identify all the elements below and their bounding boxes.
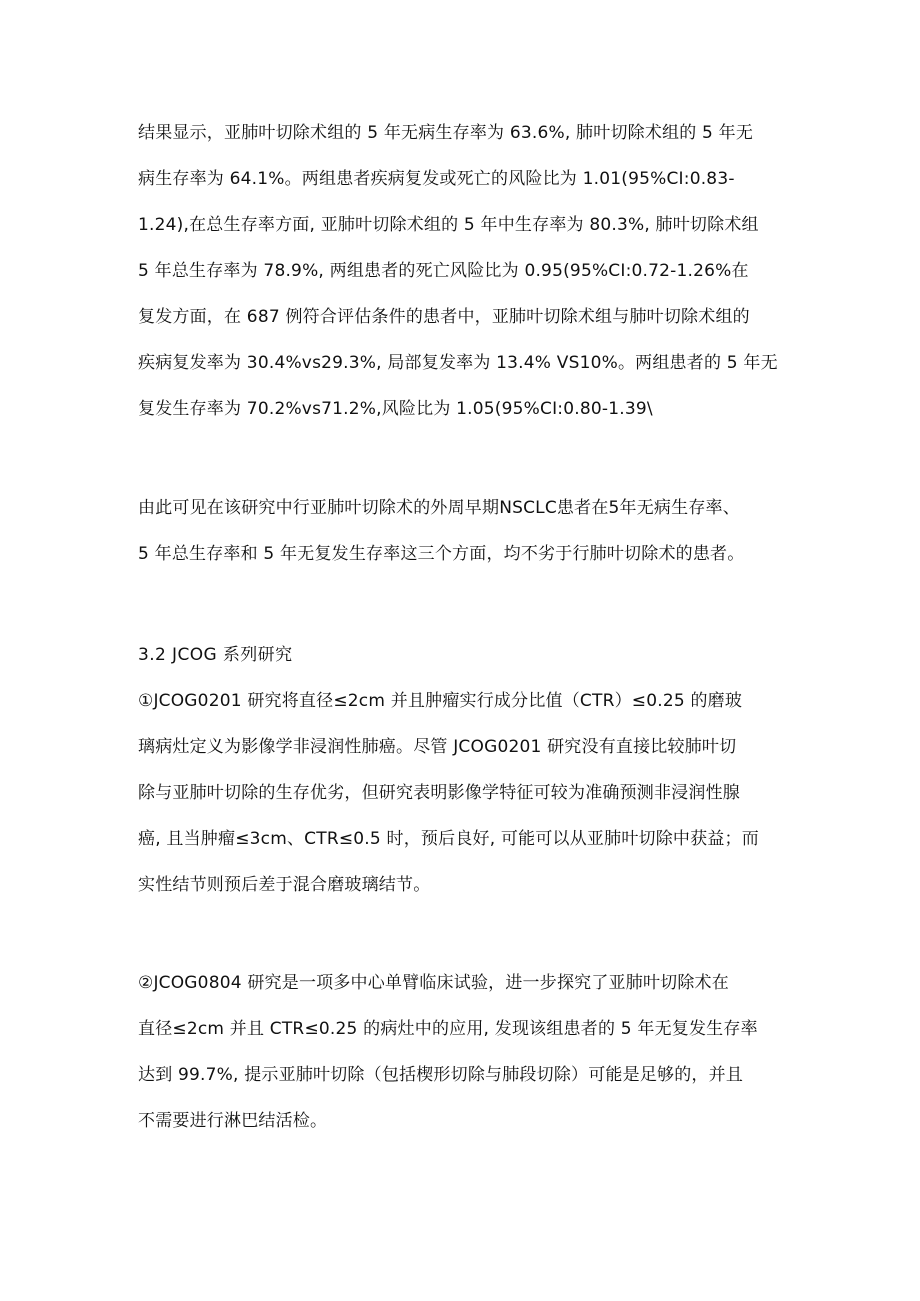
paragraph-4-line-4: 不需要进行淋巴结活检。 <box>138 1111 328 1131</box>
paragraph-1-line-7: 复发生存率为 70.2%vs71.2%,风险比为 1.05(95%CI:0.80-1.39\ <box>138 399 653 419</box>
paragraph-2-line-2: 5 年总生存率和 5 年无复发生存率这三个方面，均不劣于行肺叶切除术的患者。 <box>138 544 745 564</box>
paragraph-1-line-6: 疾病复发率为 30.4%vs29.3%, 局部复发率为 13.4% VS10%。两组患者的 5 年无 <box>138 353 778 373</box>
paragraph-1-line-4: 5 年总生存率为 78.9%, 两组患者的死亡风险比为 0.95(95%CI:0.72-1.26%在 <box>138 261 749 281</box>
paragraph-3-line-4: 癌, 且当肿瘤≤3cm、CTR≤0.5 时，预后良好, 可能可以从亚肺叶切除中获益；而 <box>138 829 759 849</box>
paragraph-3-line-1: ①JCOG0201 研究将直径≤2cm 并且肿瘤实行成分比值（CTR）≤0.25 的磨玻 <box>138 691 743 711</box>
paragraph-1-line-3: 1.24),在总生存率方面, 亚肺叶切除术组的 5 年中生存率为 80.3%, 肺叶切除术组 <box>138 215 759 235</box>
paragraph-3-line-5: 实性结节则预后差于混合磨玻璃结节。 <box>138 875 431 895</box>
paragraph-4-line-3: 达到 99.7%, 提示亚肺叶切除（包括楔形切除与肺段切除）可能是足够的，并且 <box>138 1065 744 1085</box>
paragraph-1-line-2: 病生存率为 64.1%。两组患者疾病复发或死亡的风险比为 1.01(95%CI:0.83- <box>138 169 735 189</box>
paragraph-3-line-3: 除与亚肺叶切除的生存优劣，但研究表明影像学特征可较为准确预测非浸润性腺 <box>138 783 740 803</box>
section-heading: 3.2 JCOG 系列研究 <box>138 645 293 665</box>
paragraph-1-line-1: 结果显示，亚肺叶切除术组的 5 年无病生存率为 63.6%, 肺叶切除术组的 5 年无 <box>138 123 754 143</box>
paragraph-2-line-1: 由此可见在该研究中行亚肺叶切除术的外周早期NSCLC患者在5年无病生存率、 <box>138 498 740 518</box>
paragraph-4-line-2: 直径≤2cm 并且 CTR≤0.25 的病灶中的应用, 发现该组患者的 5 年无复发生存率 <box>138 1019 758 1039</box>
paragraph-4-line-1: ②JCOG0804 研究是一项多中心单臂临床试验，进一步探究了亚肺叶切除术在 <box>138 973 729 993</box>
paragraph-3-line-2: 璃病灶定义为影像学非浸润性肺癌。尽管 JCOG0201 研究没有直接比较肺叶切 <box>138 737 737 757</box>
paragraph-1-line-5: 复发方面，在 687 例符合评估条件的患者中，亚肺叶切除术组与肺叶切除术组的 <box>138 307 750 327</box>
